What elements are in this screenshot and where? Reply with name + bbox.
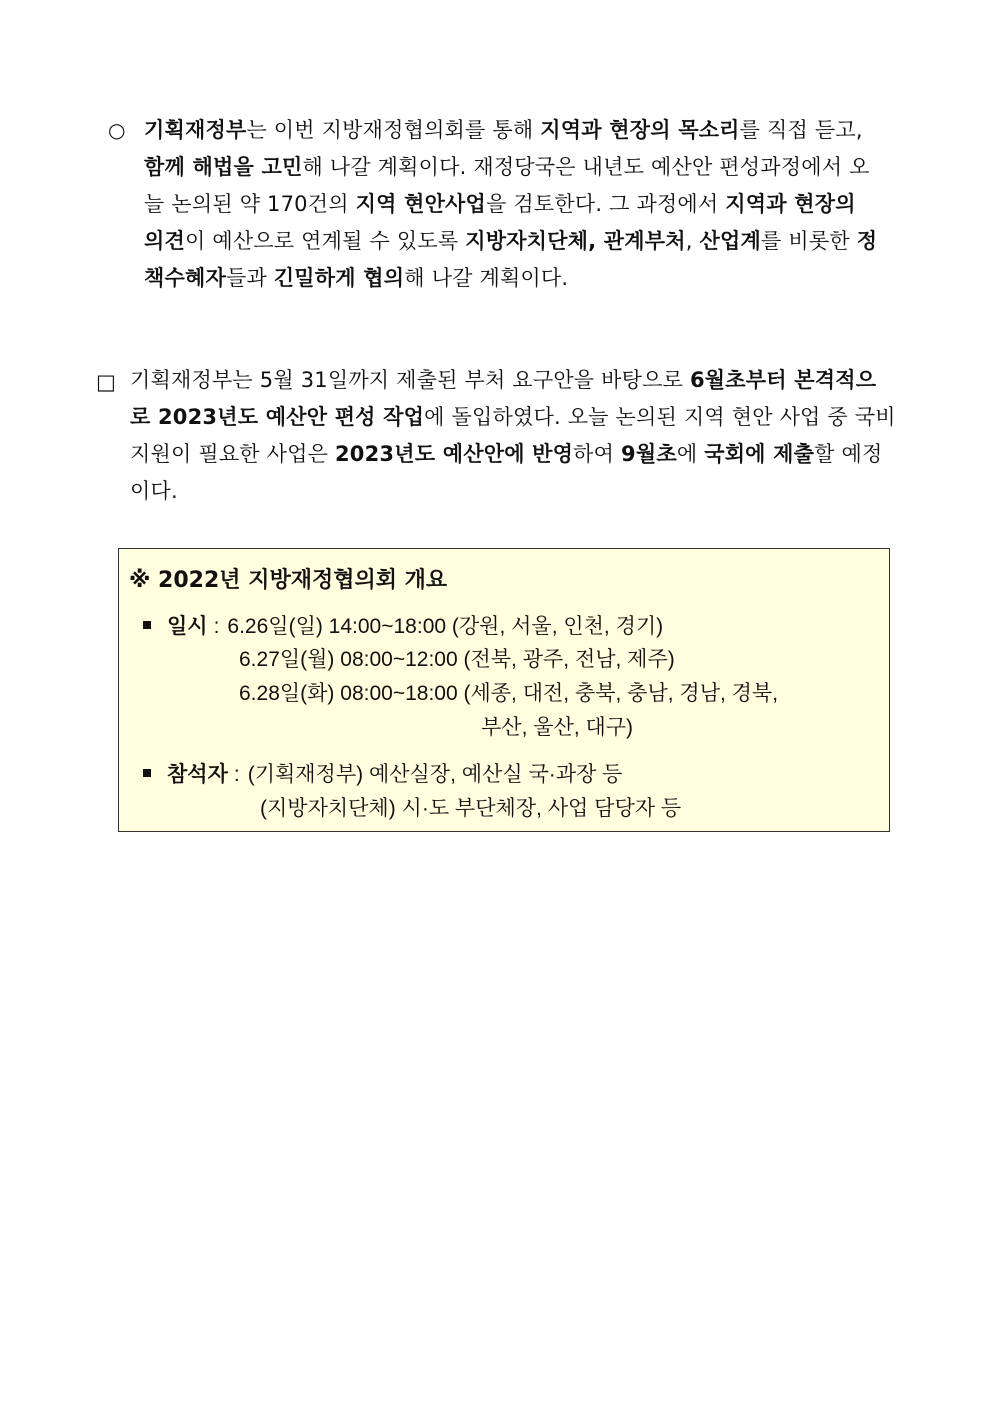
emphasis-text: 지역과 현장의 의견 <box>144 192 856 253</box>
paragraph-2-text <box>130 362 896 510</box>
body-text: 에 돌입하였다. 오늘 논의된 지역 현안 사업 중 국비 지원이 필요한 사업은 <box>130 405 896 466</box>
circle-bullet: ○ <box>108 118 126 142</box>
schedule-row-3 <box>239 677 778 711</box>
emphasis-text: 6월초부터 본격적으로 2023년도 예산안 편성 작업 <box>130 368 877 429</box>
emphasis-text: 국회에 제출 <box>704 442 815 466</box>
body-text: 들과 <box>225 266 274 290</box>
emphasis-text: 산업계 <box>699 229 761 253</box>
square-bullet-icon <box>143 621 151 629</box>
schedule-row-2 <box>239 643 675 677</box>
attendee-text: (기획재정부) 예산실장, 예산실 국·과장 등 <box>247 763 623 786</box>
emphasis-text: 정책수혜자 <box>144 229 878 290</box>
schedule-row-4 <box>481 711 633 745</box>
box-title: ※ 2022년 지방재정협의회 개요 <box>129 568 448 593</box>
square-bullet-icon <box>143 769 151 777</box>
emphasis-text: 지역 현안사업 <box>355 192 487 216</box>
overview-box <box>118 548 890 832</box>
schedule-row-1: 일시 : 6.26일(일) 14:00~18:00 (강원, 서울, 인천, 경기) <box>143 609 663 644</box>
schedule-text: 6.26일(일) 14:00~18:00 (강원, 서울, 인천, 경기) <box>227 615 664 638</box>
attendee-label: 참석자 <box>167 762 228 786</box>
attendee-text: (지방자치단체) 시·도 부단체장, 사업 담당자 등 <box>260 797 682 820</box>
body-text: 에 <box>676 442 705 466</box>
body-text: 는 이번 지방재정협의회를 통해 <box>246 118 541 142</box>
body-text: 하여 <box>573 442 622 466</box>
schedule-text: 6.27일(월) 08:00~12:00 (전북, 광주, 전남, 제주) <box>239 648 675 671</box>
attendee-row-2 <box>260 792 681 826</box>
body-text: 해 나갈 계획이다. 재정당국은 내년도 예산안 편성과정에서 오늘 논의된 약 170건의 <box>144 155 870 216</box>
paragraph-planning <box>108 112 878 297</box>
square-bullet: □ <box>96 370 116 394</box>
emphasis-text: 9월초 <box>621 442 677 466</box>
body-text: 을 검토한다. 그 과정에서 <box>486 192 726 216</box>
schedule-label: 일시 <box>167 614 208 638</box>
paragraph-budget <box>96 362 896 510</box>
body-text: 이 예산으로 연계될 수 있도록 <box>184 229 466 253</box>
emphasis-text: 2023년도 예산안에 반영 <box>335 442 574 466</box>
emphasis-text: 지역과 현장의 목소리 <box>540 118 740 142</box>
emphasis-text: 긴밀하게 협의 <box>273 266 405 290</box>
body-text: 를 직접 듣고, <box>739 118 863 142</box>
schedule-text: 6.28일(화) 08:00~18:00 (세종, 대전, 충북, 충남, 경남, 경북, <box>239 682 779 705</box>
body-text: 해 나갈 계획이다. <box>404 266 569 290</box>
body-text: 할 예정이다. <box>130 442 883 503</box>
emphasis-text: 지방자치단체, 관계부처 <box>465 229 686 253</box>
body-text: 기획재정부는 5월 31일까지 제출된 부처 요구안을 바탕으로 <box>130 368 690 392</box>
emphasis-text: 함께 해법을 고민 <box>144 155 303 179</box>
paragraph-1-text <box>144 112 878 297</box>
body-text: 를 비롯한 <box>761 229 857 253</box>
schedule-text: 부산, 울산, 대구) <box>481 716 634 739</box>
emphasis-text: 기획재정부 <box>144 118 247 142</box>
body-text: , <box>685 229 700 253</box>
attendee-row-1: 참석자 : (기획재정부) 예산실장, 예산실 국·과장 등 <box>143 757 622 792</box>
